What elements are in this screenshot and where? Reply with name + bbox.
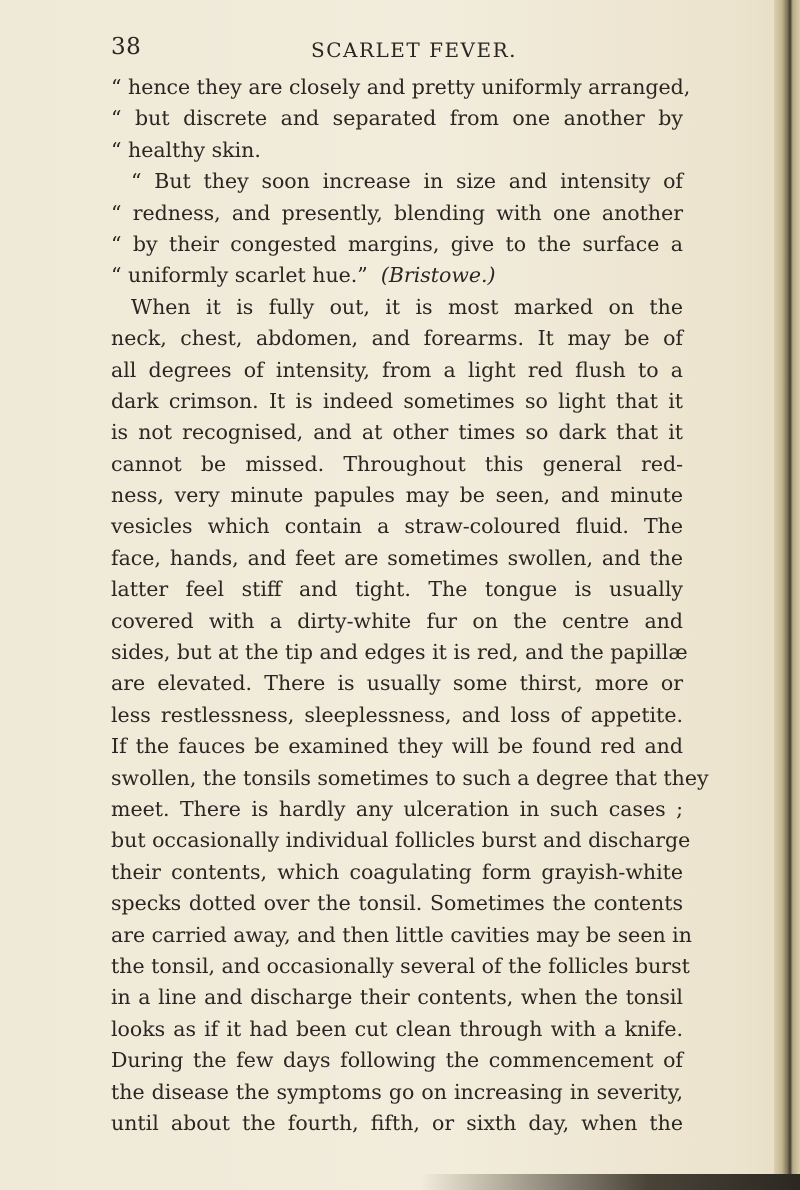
page-header <box>0 30 800 70</box>
running-head: SCARLET FEVER. <box>311 38 518 62</box>
text-line: When it is fully out, it is most marked on the <box>131 294 683 319</box>
text-line: During the few days following the commencement of <box>111 1048 683 1073</box>
text-line: “ But they soon increase in size and intensity of <box>131 169 683 194</box>
body-text <box>111 72 709 1139</box>
page-number: 38 <box>111 34 142 60</box>
page-bottom-shadow <box>420 1174 800 1190</box>
text-line: specks dotted over the tonsil. Sometimes the contents <box>111 891 683 916</box>
text-line: “ redness, and presently, blending with one another <box>111 200 683 225</box>
text-line: latter feel stiff and tight. The tongue is usually <box>111 577 683 602</box>
text-line: their contents, which coagulating form grayish-white <box>111 859 683 884</box>
text-line: neck, chest, abdomen, and forearms. It may be of <box>111 326 683 351</box>
text-line: “ hence they are closely and pretty uniformly arranged, <box>111 75 691 99</box>
text-line: vesicles which contain a straw-coloured fluid. The <box>111 514 683 539</box>
text-line: looks as if it had been cut clean through with a knife. <box>111 1016 683 1041</box>
text-line: all degrees of intensity, from a light red flush to a <box>111 357 683 382</box>
text-line: cannot be missed. Throughout this general red- <box>111 451 683 476</box>
text-line: swollen, the tonsils sometimes to such a degree that they <box>111 765 709 790</box>
text-line: ness, very minute papules may be seen, and minute <box>111 483 683 508</box>
text-line: If the fauces be examined they will be found red and <box>111 734 683 759</box>
text-line: the tonsil, and occasionally several of the follicles burst <box>111 953 690 978</box>
quote-end: “ uniformly scarlet hue.” <box>111 263 368 288</box>
text-line: less restlessness, sleeplessness, and loss of appetite. <box>111 702 683 727</box>
text-line: covered with a dirty-white fur on the centre and <box>111 608 683 633</box>
citation: (Bristowe.) <box>380 263 496 288</box>
text-line: in a line and discharge their contents, when the tonsil <box>111 985 683 1010</box>
text-line: are elevated. There is usually some thirst, more or <box>111 671 683 696</box>
text-line: the disease the symptoms go on increasing in severity, <box>111 1079 683 1104</box>
text-line: dark crimson. It is indeed sometimes so light that it <box>111 388 683 413</box>
text-line: meet. There is hardly any ulceration in such cases ; <box>111 796 683 821</box>
text-line: are carried away, and then little cavities may be seen in <box>111 922 692 947</box>
page-edge-shadow <box>774 0 800 1190</box>
text-line: but occasionally individual follicles burst and discharge <box>111 828 691 853</box>
text-line: “ by their congested margins, give to the surface a <box>111 231 683 256</box>
text-line: “ but discrete and separated from one another by <box>111 106 683 131</box>
text-line: until about the fourth, fifth, or sixth day, when the <box>111 1110 683 1135</box>
text-line: “ healthy skin. <box>111 137 261 162</box>
text-line: face, hands, and feet are sometimes swollen, and the <box>111 545 683 570</box>
text-line: is not recognised, and at other times so dark that it <box>111 420 683 445</box>
text-line-with-citation <box>111 260 683 291</box>
text-line: sides, but at the tip and edges it is red, and the papillæ <box>111 640 688 665</box>
